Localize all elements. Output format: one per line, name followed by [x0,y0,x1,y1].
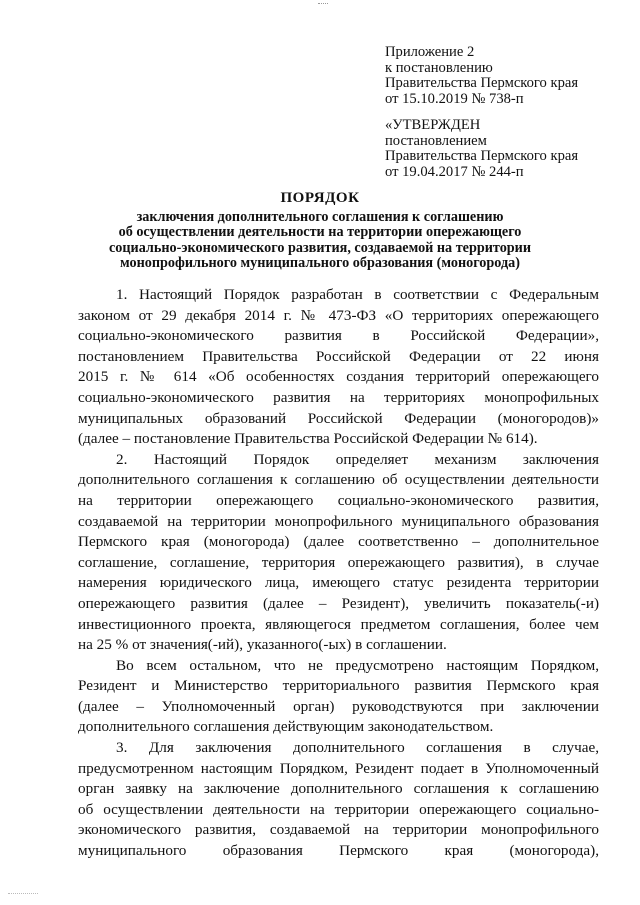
body-line: 2015 г. № 614 «Об особенностях создания территорий опережающего [78,368,599,386]
subtitle-line: монопрофильного муниципального образования (моногорода) [120,255,520,272]
body-line: предусмотренном настоящим Порядком, Резидент подает в Уполномоченный [78,759,599,777]
approval-stamp [385,118,615,180]
body-line: законом от 29 декабря 2014 г. № 473-ФЗ «О территориях опережающего [78,306,599,324]
body-line: дополнительного соглашения к соглашению об осуществлении деятельности [78,471,599,489]
document-subtitle [100,210,540,272]
body-line: на 25 % от значения(-ий), указанного(-ых) в соглашении. [78,636,447,654]
subtitle-line: об осуществлении деятельности на территории опережающего [118,224,522,241]
body-line: 3. Для заключения дополнительного соглашения в случае, [116,739,599,757]
body-line: муниципальных образований Российской Федерации (моногородов)» [78,409,599,427]
subtitle-line: социально-экономического развития, создаваемой на территории [108,239,532,256]
body-line: Пермского края (моногорода) (далее соответственно – дополнительное [78,533,599,551]
document-body [78,285,599,862]
body-line: 1. Настоящий Порядок разработан в соответствии с Федеральным [116,286,599,303]
body-line: социально-экономического развития в Российской Федерации», [78,327,599,345]
appendix-line: от 15.10.2019 № 738-п [385,90,524,107]
body-line: инвестиционного проекта, являющегося предметом соглашения, более чем [78,615,599,633]
subtitle-line: заключения дополнительного соглашения к соглашению [136,209,504,225]
appendix-note [385,45,615,107]
body-line: (далее – постановление Правительства Российской Федерации № 614). [78,430,538,448]
approval-line: Правительства Пермского края [385,148,579,165]
body-line: муниципального образования Пермского края (моногорода), [78,842,599,860]
appendix-line: к постановлению [385,59,493,76]
approval-line: «УТВЕРЖДЕН [385,117,481,133]
body-line: Резидент и Министерство территориального развития Пермского края [78,677,599,695]
body-line: экономического развития, создаваемой на территории монопрофильного [78,821,599,839]
scan-mark-bottom [8,893,38,895]
appendix-line: Правительства Пермского края [385,75,579,92]
body-line: (далее – Уполномоченный орган) руководствуются при заключении [78,697,599,715]
body-line: 2. Настоящий Порядок определяет механизм заключения [116,450,599,468]
document-title: ПОРЯДОК [280,190,360,206]
scan-mark-top [318,3,328,5]
body-line: соглашение, соглашение, территория опережающего развития), в случае [78,553,599,571]
body-line: намерения юридического лица, имеющего статус резидента территории [78,574,599,592]
body-line: об осуществлении деятельности на территории опережающего социально- [78,800,599,818]
body-line: социально-экономического развития на территориях монопрофильных [78,388,599,406]
body-line: опережающего развития (далее – Резидент), увеличить показатель(-и) [78,594,599,612]
body-line: орган заявку на заключение дополнительного соглашения к соглашению [78,780,599,798]
approval-line: от 19.04.2017 № 244-п [385,163,524,180]
body-line: дополнительного соглашения действующим законодательством. [78,718,494,736]
appendix-line: Приложение 2 [385,44,475,60]
body-line: на территории опережающего социально-экономического развития, [78,491,599,509]
body-line: создаваемой на территории монопрофильного муниципального образования [78,512,599,530]
body-line: Во всем остальном, что не предусмотрено настоящим Порядком, [116,656,599,674]
body-line: постановлением Правительства Российской Федерации от 22 июня [78,347,599,365]
approval-line: постановлением [385,132,487,149]
